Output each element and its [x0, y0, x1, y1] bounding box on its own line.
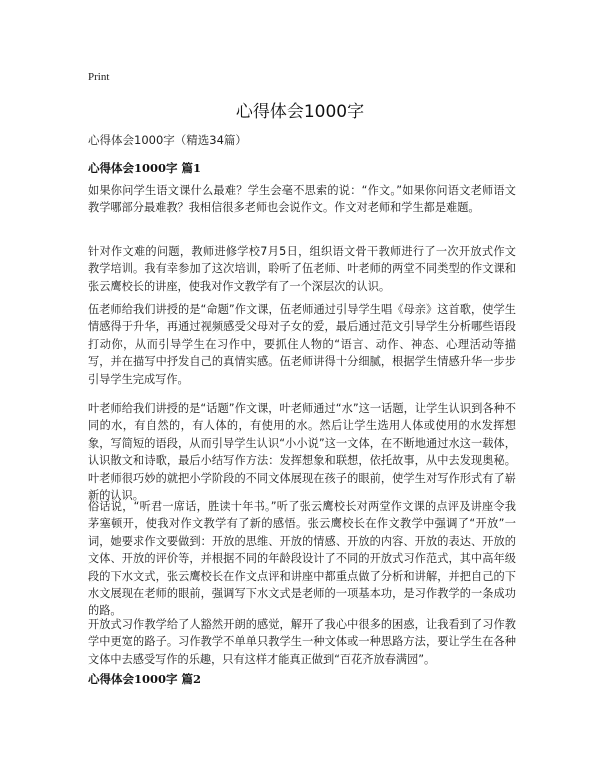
- paragraph-2: 针对作文难的问题，教师进修学校7月5日，组织语文骨干教师进行了一次开放式作文教学培训。我有幸参加了这次培训，聆听了伍老师、叶老师的两堂不同类型的作文课和张云鹰校长的讲座，使我对作文教学有了一个深层次的认识。: [88, 245, 516, 293]
- paragraph-5: 俗话说，“听君一席话，胜读十年书。”听了张云鹰校长对两堂作文课的点评及讲座令我茅塞顿开，使我对作文教学有了新的感悟。张云鹰校长在作文教学中强调了“开放”一词，她要求作文要做到：开放的思维、开放的情感、开放的内容、开放的表达、开放的文体、开放的评价等，并根据不同的年龄段设计了不同的开放式习作范式，其中高年级段的下水文式，张云鹰校长在作文点评和讲座中都重点做了分析和讲解，并把自己的下水文展现在老师的眼前，强调写下水文式是老师的一项基本功，是习作教学的一条成功的路。: [88, 500, 516, 618]
- subtitle: 心得体会1000字（精选34篇）: [88, 133, 247, 147]
- print-link[interactable]: Print: [88, 71, 110, 83]
- paragraph-4: 叶老师给我们讲授的是“话题”作文课，叶老师通过“水”这一话题，让学生认识到各种不同的水，有自然的，有人体的，有使用的水。然后让学生选用人体或使用的水发挥想象，写简短的语段，从而引导学生认识“小小说”这一文体，在不断地通过水这一载体，认识散文和诗歌，最后小结写作方法：发挥想象和联想，依托故事，从中去发现奥秘。叶老师很巧妙的就把小学阶段的不同文体展现在孩子的眼前，使学生对写作形式有了崭新的认识。: [88, 402, 516, 503]
- paragraph-6: 开放式习作教学给了人豁然开朗的感觉，解开了我心中很多的困惑，让我看到了习作教学中更宽的路子。习作教学不单单只教学生一种文体或一种思路方法，要让学生在各种文体中去感受写作的乐趣，只有这样才能真正做到“百花齐放春满园”。: [88, 618, 516, 666]
- paragraph-1: 如果你问学生语文课什么最难？学生会毫不思索的说：“作文。”如果你问语文老师语文教学哪部分最难教？我相信很多老师也会说作文。作文对老师和学生都是难题。: [88, 184, 516, 215]
- section-heading-2: 心得体会1000字 篇2: [88, 672, 202, 686]
- page-title: 心得体会1000字: [235, 102, 365, 122]
- section-heading-1: 心得体会1000字 篇1: [88, 161, 202, 175]
- paragraph-3: 伍老师给我们讲授的是“命题”作文课，伍老师通过引导学生唱《母亲》这首歌，使学生情感得于升华，再通过视频感受父母对子女的爱，最后通过范文引导学生分析哪些语段打动你，从而引导学生在习作中，要抓住人物的“语言、动作、神态、心理活动等描写，并在描写中抒发自己的真情实感。伍老师讲得十分细腻，根据学生情感升华一步步引导学生完成写作。: [88, 303, 516, 386]
